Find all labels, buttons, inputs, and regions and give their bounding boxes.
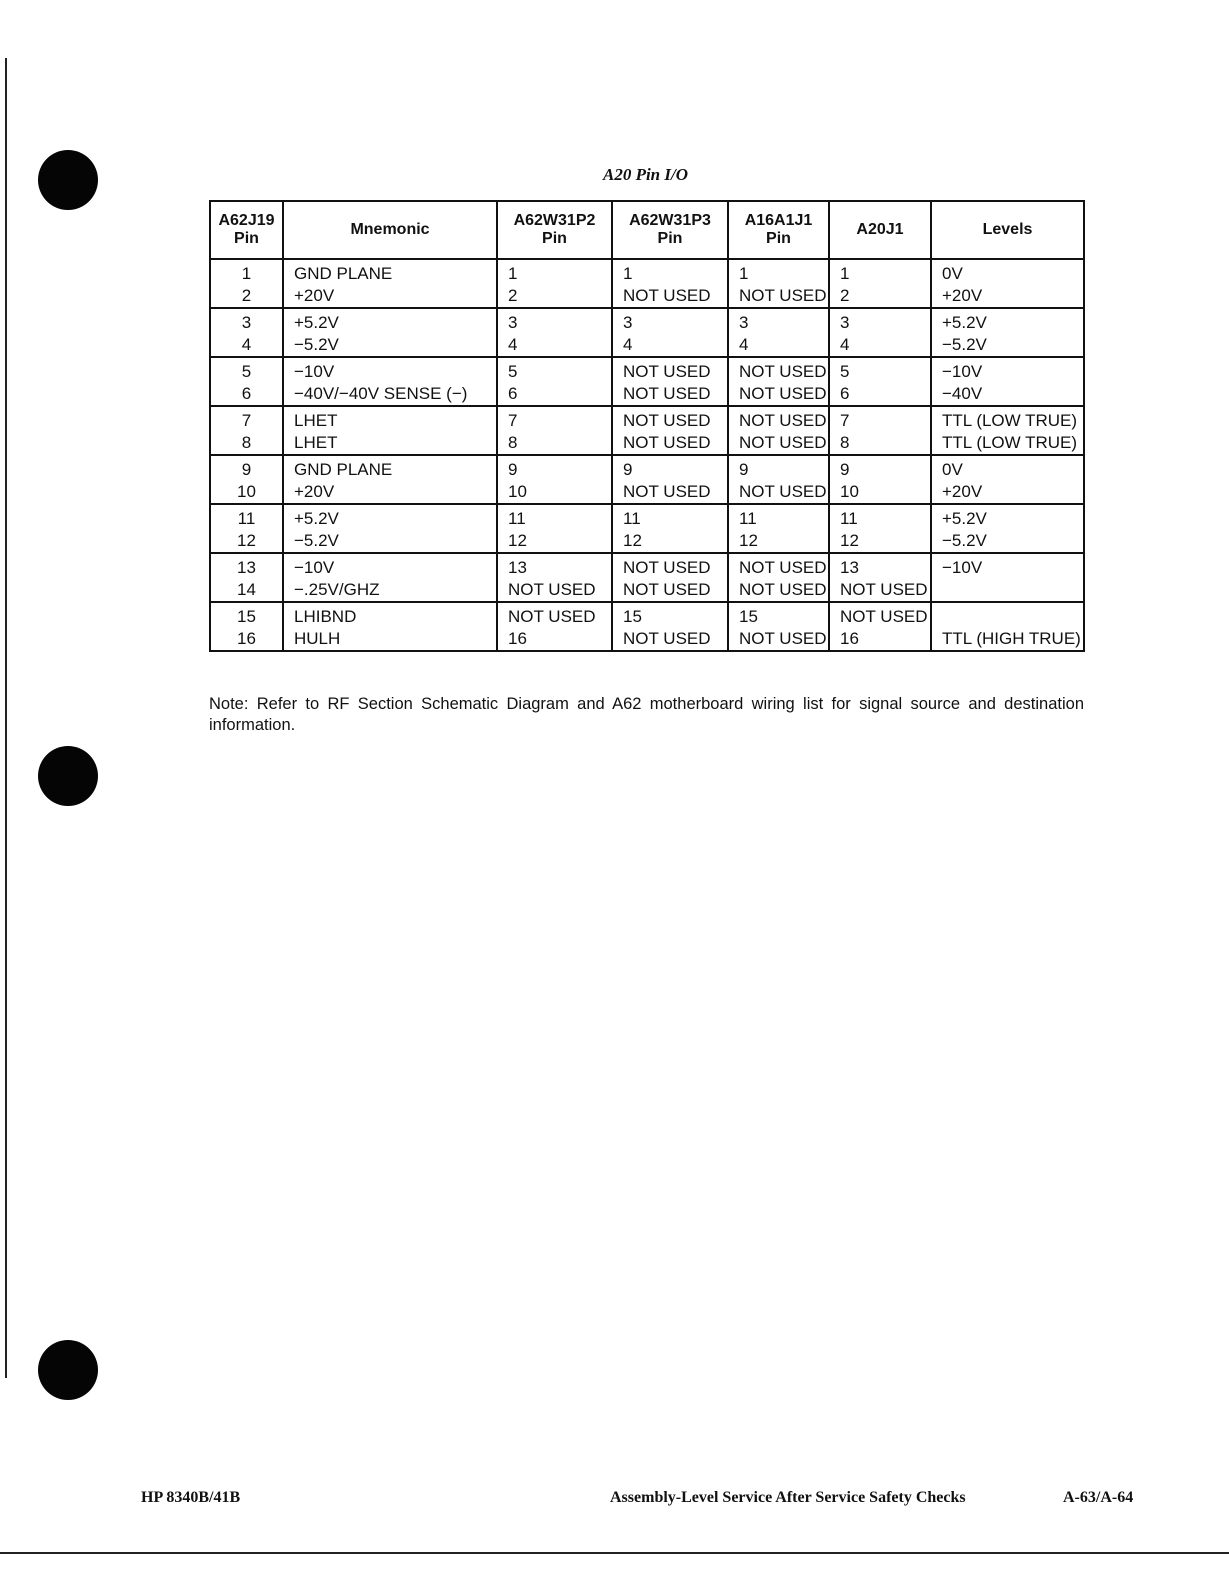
cell-line: 0V [942, 264, 963, 283]
table-cell [210, 504, 283, 553]
cell-line: NOT USED [739, 362, 827, 381]
cell-line: 11 [237, 509, 256, 528]
cell-line: 5 [840, 362, 850, 381]
cell-line: −10V [942, 558, 983, 577]
cell-line: 9 [739, 460, 749, 479]
cell-line: 6 [241, 384, 252, 403]
cell-line: LHET [294, 411, 338, 430]
cell-line: −5.2V [294, 335, 339, 354]
binder-hole-bottom [38, 1340, 98, 1400]
table-header [210, 201, 1084, 259]
cell-line: NOT USED [739, 629, 827, 648]
cell-line: 13 [508, 558, 527, 577]
table-cell [612, 259, 728, 308]
cell-line: 7 [508, 411, 518, 430]
cell-line: 13 [840, 558, 859, 577]
table-cell [497, 259, 612, 308]
cell-line: 10 [237, 482, 256, 501]
cell-line: 5 [241, 362, 252, 381]
table-cell [497, 357, 612, 406]
cell-line: NOT USED [840, 580, 928, 599]
cell-line: NOT USED [623, 384, 711, 403]
cell-line: TTL (LOW TRUE) [942, 433, 1078, 452]
table-cell [829, 308, 931, 357]
footer-page-numbers: A-63/A-64 [1063, 1489, 1134, 1506]
table-row [210, 553, 1084, 602]
table-cell [931, 406, 1084, 455]
footer-model: HP 8340B/41B [141, 1489, 241, 1506]
cell-line: 1 [840, 264, 850, 283]
cell-line [932, 579, 1083, 601]
table-cell [829, 504, 931, 553]
table-cell [283, 504, 497, 553]
cell-line: 9 [508, 460, 518, 479]
column-header-line: A62W31P3 [629, 212, 711, 229]
column-header-line: A62W31P2 [513, 212, 596, 229]
column-header [283, 201, 497, 259]
table-cell [728, 259, 829, 308]
cell-line: 2 [241, 286, 252, 305]
table-cell [210, 455, 283, 504]
cell-line: NOT USED [840, 607, 928, 626]
table-cell [829, 259, 931, 308]
column-header-line: Levels [982, 221, 1033, 238]
table-cell [728, 406, 829, 455]
cell-line: 12 [623, 531, 642, 550]
table-cell [931, 602, 1084, 651]
table-cell [931, 455, 1084, 504]
column-header [931, 201, 1084, 259]
table-row [210, 504, 1084, 553]
table-cell [931, 308, 1084, 357]
cell-line: −.25V/GHZ [294, 580, 380, 599]
cell-line: 4 [840, 335, 850, 354]
column-header [829, 201, 931, 259]
table-row [210, 602, 1084, 651]
cell-line: +5.2V [942, 313, 987, 332]
column-header-line: Pin [657, 230, 683, 247]
table-row [210, 259, 1084, 308]
table-cell [612, 602, 728, 651]
cell-line: GND PLANE [294, 264, 393, 283]
left-margin-rule [5, 58, 7, 1378]
cell-line: −10V [294, 558, 335, 577]
table-cell [283, 602, 497, 651]
cell-line: 5 [508, 362, 518, 381]
table-cell [612, 455, 728, 504]
table-cell [612, 308, 728, 357]
binder-hole-middle [38, 746, 98, 806]
cell-line: TTL (LOW TRUE) [942, 411, 1078, 430]
cell-line: 8 [840, 433, 850, 452]
cell-line: 15 [623, 607, 642, 626]
cell-line: NOT USED [508, 607, 596, 626]
cell-line [932, 606, 1083, 628]
cell-line: NOT USED [623, 482, 711, 501]
table-row [210, 357, 1084, 406]
table-cell [829, 553, 931, 602]
cell-line: −40V/−40V SENSE (−) [294, 384, 468, 403]
cell-line: 15 [237, 607, 256, 626]
cell-line: GND PLANE [294, 460, 393, 479]
table-cell [931, 259, 1084, 308]
cell-line: 3 [241, 313, 252, 332]
cell-line: 4 [508, 335, 518, 354]
cell-line: 9 [241, 460, 252, 479]
cell-line: +5.2V [942, 509, 987, 528]
table-cell [728, 602, 829, 651]
cell-line: 11 [739, 509, 757, 528]
cell-line: 3 [508, 313, 518, 332]
cell-line: 16 [840, 629, 859, 648]
cell-line: −10V [942, 362, 983, 381]
table-row [210, 308, 1084, 357]
table-cell [210, 259, 283, 308]
cell-line: 16 [237, 629, 256, 648]
pin-io-table [209, 200, 1085, 652]
column-header-line: Mnemonic [350, 221, 430, 238]
table-cell [210, 357, 283, 406]
table-cell [612, 357, 728, 406]
cell-line: NOT USED [623, 629, 711, 648]
cell-line: 3 [840, 313, 850, 332]
cell-line: 12 [508, 531, 527, 550]
cell-line: 0V [942, 460, 963, 479]
cell-line: NOT USED [623, 580, 711, 599]
table-cell [210, 553, 283, 602]
table-cell [283, 455, 497, 504]
table-cell [210, 406, 283, 455]
table-cell [728, 553, 829, 602]
table-body [210, 259, 1084, 651]
cell-line: 1 [508, 264, 518, 283]
cell-line: LHIBND [294, 607, 357, 626]
column-header-line: A20J1 [856, 221, 904, 238]
cell-line: +5.2V [294, 509, 339, 528]
table-cell [612, 406, 728, 455]
column-header-line: A16A1J1 [744, 212, 813, 229]
cell-line: 10 [508, 482, 527, 501]
cell-line: 2 [840, 286, 850, 305]
cell-line: +20V [294, 286, 335, 305]
cell-line: 14 [237, 580, 256, 599]
table-cell [612, 553, 728, 602]
cell-line: 1 [241, 264, 252, 283]
table-cell [728, 357, 829, 406]
note-text: Note: Refer to RF Section Schematic Diagram and A62 motherboard wiring list for signal source and destination information. [209, 695, 1084, 734]
cell-line: NOT USED [739, 482, 827, 501]
cell-line: 7 [840, 411, 850, 430]
cell-line: 6 [508, 384, 518, 403]
cell-line: 12 [739, 531, 758, 550]
cell-line: TTL (HIGH TRUE) [942, 629, 1081, 648]
cell-line: 12 [237, 531, 256, 550]
cell-line: 6 [840, 384, 850, 403]
cell-line: 4 [241, 335, 252, 354]
table-cell [283, 357, 497, 406]
cell-line: NOT USED [739, 580, 827, 599]
cell-line: 4 [623, 335, 633, 354]
bottom-rule [0, 1552, 1229, 1554]
cell-line: −5.2V [942, 335, 987, 354]
table-cell [283, 553, 497, 602]
cell-line: 11 [840, 509, 858, 528]
cell-line: +5.2V [294, 313, 339, 332]
column-header-line: Pin [766, 230, 791, 247]
cell-line: 1 [739, 264, 749, 283]
cell-line: 16 [508, 629, 527, 648]
cell-line: 13 [237, 558, 256, 577]
cell-line: NOT USED [739, 384, 827, 403]
cell-line: NOT USED [739, 433, 827, 452]
cell-line: 12 [840, 531, 859, 550]
footer-section-title: Assembly-Level Service After Service Safety Checks [610, 1489, 966, 1506]
cell-line: LHET [294, 433, 338, 452]
table-cell [829, 406, 931, 455]
table-cell [728, 455, 829, 504]
table-cell [497, 406, 612, 455]
table-cell [829, 455, 931, 504]
table-cell [210, 602, 283, 651]
cell-line: NOT USED [623, 411, 711, 430]
cell-line: 9 [623, 460, 633, 479]
cell-line: +20V [942, 286, 983, 305]
column-header-line: A62J19 [218, 212, 275, 229]
table-cell [931, 357, 1084, 406]
cell-line: +20V [942, 482, 983, 501]
column-header [612, 201, 728, 259]
table-cell [497, 553, 612, 602]
cell-line: NOT USED [739, 286, 827, 305]
cell-line: NOT USED [508, 580, 596, 599]
table-cell [283, 259, 497, 308]
table-caption: A20 Pin I/O [602, 165, 689, 184]
cell-line: NOT USED [623, 286, 711, 305]
cell-line: 15 [739, 607, 758, 626]
table-cell [497, 504, 612, 553]
table-cell [497, 455, 612, 504]
cell-line: NOT USED [623, 433, 711, 452]
table-cell [728, 308, 829, 357]
cell-line: 3 [623, 313, 633, 332]
table-cell [931, 553, 1084, 602]
cell-line: NOT USED [739, 411, 827, 430]
table-cell [497, 602, 612, 651]
cell-line: −5.2V [942, 531, 987, 550]
cell-line: 4 [739, 335, 749, 354]
cell-line: −40V [942, 384, 983, 403]
binder-hole-top [38, 150, 98, 210]
cell-line: HULH [294, 629, 341, 648]
cell-line: 1 [623, 264, 633, 283]
table-cell [283, 308, 497, 357]
cell-line: NOT USED [623, 558, 711, 577]
cell-line: 11 [508, 509, 526, 528]
cell-line: 8 [508, 433, 518, 452]
column-header [728, 201, 829, 259]
table-cell [283, 406, 497, 455]
table-cell [210, 308, 283, 357]
table-row [210, 455, 1084, 504]
cell-line: +20V [294, 482, 335, 501]
column-header [210, 201, 283, 259]
table-cell [728, 504, 829, 553]
table-cell [829, 357, 931, 406]
cell-line: 8 [241, 433, 252, 452]
table-cell [931, 504, 1084, 553]
cell-line: 3 [739, 313, 749, 332]
column-header-line: Pin [234, 230, 259, 247]
table-cell [612, 504, 728, 553]
cell-line: −10V [294, 362, 335, 381]
cell-line: 10 [840, 482, 859, 501]
table-cell [829, 602, 931, 651]
cell-line: 7 [241, 411, 252, 430]
column-header-line: Pin [542, 230, 567, 247]
cell-line: NOT USED [739, 558, 827, 577]
table-cell [497, 308, 612, 357]
header-row [210, 201, 1084, 259]
cell-line: 11 [623, 509, 641, 528]
column-header [497, 201, 612, 259]
cell-line: 9 [840, 460, 850, 479]
cell-line: 2 [508, 286, 518, 305]
table-row [210, 406, 1084, 455]
cell-line: −5.2V [294, 531, 339, 550]
cell-line: NOT USED [623, 362, 711, 381]
